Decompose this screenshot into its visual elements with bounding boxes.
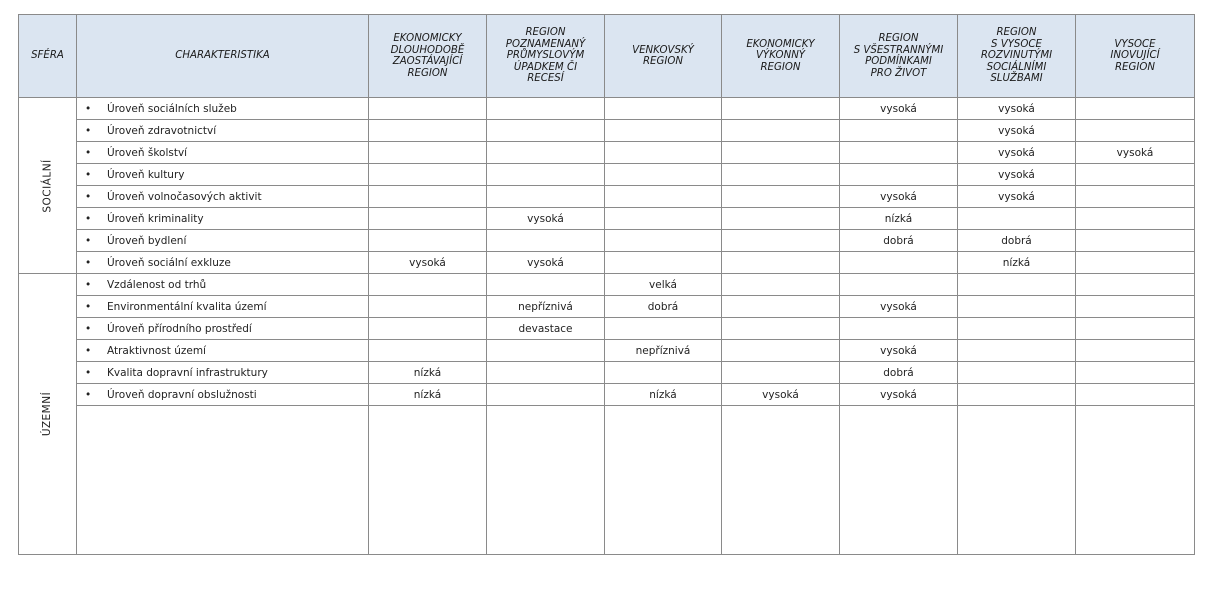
region-typology-table — [18, 14, 1195, 555]
table-row — [19, 274, 1195, 296]
characteristic-label: Úroveň sociálních služeb — [107, 102, 237, 115]
value-cell-col5: vysoká — [840, 296, 958, 318]
table-row — [19, 340, 1195, 362]
header-col7: VYSOCE INOVUJÍCÍ REGION — [1076, 15, 1195, 98]
sfera-label: SOCIÁLNÍ — [41, 158, 54, 213]
value-cell-col2 — [487, 362, 605, 384]
value-cell-col7 — [1076, 318, 1195, 340]
value-cell-col5 — [840, 252, 958, 274]
value-cell-col3: nepříznivá — [605, 340, 722, 362]
value-cell-col2: nepříznivá — [487, 296, 605, 318]
value-cell-col5: vysoká — [840, 98, 958, 120]
header-col6: REGION S VYSOCE ROZVINUTÝMI SOCIÁLNÍMI SLUŽBAMI — [958, 15, 1076, 98]
value-cell-col1 — [369, 274, 487, 296]
value-cell-col3 — [605, 98, 722, 120]
value-cell-col5: dobrá — [840, 362, 958, 384]
value-cell-col3: nízká — [605, 384, 722, 406]
header-col3: VENKOVSKÝ REGION — [605, 15, 722, 98]
sfera-label: ÚZEMNÍ — [41, 391, 54, 437]
value-cell-col5 — [840, 164, 958, 186]
value-cell-col1 — [369, 318, 487, 340]
value-cell-col7 — [1076, 186, 1195, 208]
value-cell-col6 — [958, 274, 1076, 296]
value-cell-col1 — [369, 164, 487, 186]
table-row — [19, 318, 1195, 340]
value-cell-col1 — [369, 208, 487, 230]
value-cell-col7 — [1076, 252, 1195, 274]
bullet-icon: • — [85, 124, 92, 137]
value-cell-col1 — [369, 340, 487, 362]
value-cell-col5 — [840, 318, 958, 340]
characteristic-cell — [77, 142, 369, 164]
table-row — [19, 208, 1195, 230]
table-row — [19, 98, 1195, 120]
bullet-icon: • — [85, 146, 92, 159]
header-col5: REGION S VŠESTRANNÝMI PODMÍNKAMI PRO ŽIVOT — [840, 15, 958, 98]
bullet-icon: • — [85, 344, 92, 357]
value-cell-col6: vysoká — [958, 120, 1076, 142]
value-cell-col3 — [605, 164, 722, 186]
characteristic-label: Úroveň dopravní obslužnosti — [107, 388, 257, 401]
characteristic-label: Úroveň kultury — [107, 168, 185, 181]
bullet-icon: • — [85, 102, 92, 115]
empty-cell — [840, 406, 958, 555]
value-cell-col4 — [722, 98, 840, 120]
characteristic-label: Úroveň sociální exkluze — [107, 256, 231, 269]
value-cell-col3 — [605, 142, 722, 164]
bullet-icon: • — [85, 388, 92, 401]
value-cell-col2 — [487, 230, 605, 252]
empty-cell — [77, 406, 369, 555]
characteristic-label: Kvalita dopravní infrastruktury — [107, 366, 268, 379]
header-charakteristika: CHARAKTERISTIKA — [77, 15, 369, 98]
table-row — [19, 164, 1195, 186]
empty-cell — [1076, 406, 1195, 555]
characteristic-label: Úroveň školství — [107, 146, 188, 159]
value-cell-col3: velká — [605, 274, 722, 296]
value-cell-col4 — [722, 186, 840, 208]
header-col4: EKONOMICKY VÝKONNÝ REGION — [722, 15, 840, 98]
bullet-icon: • — [85, 190, 92, 203]
value-cell-col2: devastace — [487, 318, 605, 340]
characteristic-cell — [77, 120, 369, 142]
value-cell-col7 — [1076, 164, 1195, 186]
value-cell-col6: dobrá — [958, 230, 1076, 252]
value-cell-col7 — [1076, 274, 1195, 296]
value-cell-col6 — [958, 384, 1076, 406]
value-cell-col1: nízká — [369, 384, 487, 406]
characteristic-label: Environmentální kvalita území — [107, 300, 267, 313]
value-cell-col4 — [722, 340, 840, 362]
characteristic-label: Vzdálenost od trhů — [107, 278, 207, 291]
empty-filler-row — [19, 406, 1195, 555]
value-cell-col7 — [1076, 362, 1195, 384]
value-cell-col2 — [487, 274, 605, 296]
value-cell-col2: vysoká — [487, 252, 605, 274]
empty-cell — [722, 406, 840, 555]
value-cell-col1 — [369, 142, 487, 164]
table-body — [19, 98, 1195, 555]
value-cell-col4 — [722, 274, 840, 296]
value-cell-col7 — [1076, 120, 1195, 142]
value-cell-col3 — [605, 230, 722, 252]
value-cell-col6 — [958, 318, 1076, 340]
value-cell-col4 — [722, 296, 840, 318]
characteristic-cell — [77, 230, 369, 252]
characteristic-label: Úroveň bydlení — [107, 234, 187, 247]
value-cell-col3: dobrá — [605, 296, 722, 318]
value-cell-col7 — [1076, 296, 1195, 318]
value-cell-col2 — [487, 340, 605, 362]
characteristic-label: Atraktivnost území — [107, 344, 206, 357]
header-row — [19, 15, 1195, 98]
value-cell-col4 — [722, 120, 840, 142]
value-cell-col4 — [722, 208, 840, 230]
value-cell-col4 — [722, 362, 840, 384]
value-cell-col5 — [840, 274, 958, 296]
value-cell-col4 — [722, 164, 840, 186]
value-cell-col6 — [958, 296, 1076, 318]
bullet-icon: • — [85, 212, 92, 225]
table-row — [19, 362, 1195, 384]
value-cell-col3 — [605, 362, 722, 384]
value-cell-col6: vysoká — [958, 142, 1076, 164]
bullet-icon: • — [85, 322, 92, 335]
characteristic-cell — [77, 252, 369, 274]
value-cell-col4 — [722, 230, 840, 252]
value-cell-col1: nízká — [369, 362, 487, 384]
characteristic-cell — [77, 186, 369, 208]
bullet-icon: • — [85, 300, 92, 313]
value-cell-col5 — [840, 142, 958, 164]
value-cell-col2 — [487, 164, 605, 186]
characteristic-cell — [77, 362, 369, 384]
value-cell-col5: nízká — [840, 208, 958, 230]
characteristic-label: Úroveň kriminality — [107, 212, 204, 225]
value-cell-col3 — [605, 318, 722, 340]
table-row — [19, 296, 1195, 318]
header-col2: REGION POZNAMENANÝ PRŮMYSLOVÝM ÚPADKEM ČI RECESÍ — [487, 15, 605, 98]
value-cell-col3 — [605, 252, 722, 274]
bullet-icon: • — [85, 234, 92, 247]
characteristic-label: Úroveň volnočasových aktivit — [107, 190, 262, 203]
value-cell-col3 — [605, 186, 722, 208]
bullet-icon: • — [85, 278, 92, 291]
characteristic-cell — [77, 98, 369, 120]
value-cell-col7 — [1076, 340, 1195, 362]
value-cell-col2: vysoká — [487, 208, 605, 230]
empty-cell — [487, 406, 605, 555]
value-cell-col1 — [369, 120, 487, 142]
value-cell-col2 — [487, 384, 605, 406]
value-cell-col5: vysoká — [840, 384, 958, 406]
value-cell-col7 — [1076, 98, 1195, 120]
value-cell-col6: vysoká — [958, 164, 1076, 186]
value-cell-col5: dobrá — [840, 230, 958, 252]
bullet-icon: • — [85, 168, 92, 181]
table-row — [19, 384, 1195, 406]
value-cell-col4: vysoká — [722, 384, 840, 406]
value-cell-col1 — [369, 98, 487, 120]
value-cell-col1 — [369, 230, 487, 252]
table-row — [19, 252, 1195, 274]
value-cell-col4 — [722, 318, 840, 340]
sfera-cell-uzemni — [19, 274, 77, 555]
value-cell-col5: vysoká — [840, 340, 958, 362]
empty-cell — [958, 406, 1076, 555]
value-cell-col4 — [722, 252, 840, 274]
header-col1: EKONOMICKY DLOUHODOBĚ ZAOSTÁVAJÍCÍ REGION — [369, 15, 487, 98]
value-cell-col3 — [605, 208, 722, 230]
value-cell-col2 — [487, 120, 605, 142]
value-cell-col7 — [1076, 208, 1195, 230]
characteristic-label: Úroveň zdravotnictví — [107, 124, 217, 137]
value-cell-col7 — [1076, 384, 1195, 406]
characteristic-cell — [77, 164, 369, 186]
characteristic-cell — [77, 340, 369, 362]
value-cell-col1: vysoká — [369, 252, 487, 274]
value-cell-col6 — [958, 340, 1076, 362]
value-cell-col4 — [722, 142, 840, 164]
value-cell-col5: vysoká — [840, 186, 958, 208]
value-cell-col6: vysoká — [958, 98, 1076, 120]
value-cell-col6: vysoká — [958, 186, 1076, 208]
bullet-icon: • — [85, 366, 92, 379]
table-row — [19, 186, 1195, 208]
value-cell-col6 — [958, 208, 1076, 230]
value-cell-col2 — [487, 142, 605, 164]
value-cell-col1 — [369, 186, 487, 208]
characteristic-cell — [77, 274, 369, 296]
characteristic-cell — [77, 318, 369, 340]
value-cell-col1 — [369, 296, 487, 318]
value-cell-col7: vysoká — [1076, 142, 1195, 164]
header-sfera: SFÉRA — [19, 15, 77, 98]
value-cell-col5 — [840, 120, 958, 142]
region-typology-table-wrapper — [18, 14, 1195, 555]
table-row — [19, 120, 1195, 142]
empty-cell — [605, 406, 722, 555]
value-cell-col6 — [958, 362, 1076, 384]
empty-cell — [369, 406, 487, 555]
sfera-cell-socialni — [19, 98, 77, 274]
value-cell-col3 — [605, 120, 722, 142]
value-cell-col2 — [487, 98, 605, 120]
value-cell-col2 — [487, 186, 605, 208]
bullet-icon: • — [85, 256, 92, 269]
characteristic-cell — [77, 384, 369, 406]
characteristic-cell — [77, 296, 369, 318]
value-cell-col7 — [1076, 230, 1195, 252]
characteristic-cell — [77, 208, 369, 230]
value-cell-col6: nízká — [958, 252, 1076, 274]
table-row — [19, 230, 1195, 252]
characteristic-label: Úroveň přírodního prostředí — [107, 322, 252, 335]
table-row — [19, 142, 1195, 164]
